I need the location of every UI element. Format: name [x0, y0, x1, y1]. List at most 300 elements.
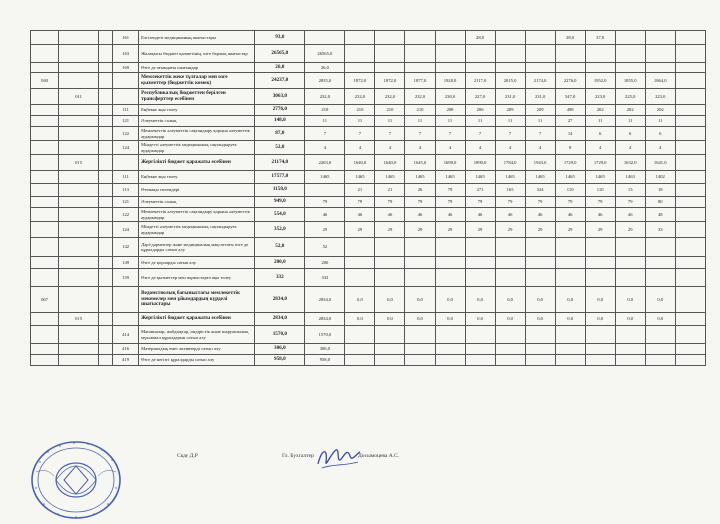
annual-total-cell: 2834,0	[255, 287, 305, 313]
month-value-cell: 1698,0	[435, 155, 465, 171]
item-name-cell: Өзге де ағымдағы шығындар	[139, 63, 255, 73]
month-value-cell: 1729,0	[585, 155, 615, 171]
item-name-cell: Жергілікті бюджет қаражаты есебінен	[139, 155, 255, 171]
month-value-cell: 547,0	[555, 89, 585, 105]
month-value-cell: 1855,0	[615, 73, 645, 89]
spacer-cell	[99, 184, 113, 197]
table-row	[31, 238, 706, 257]
month-value-cell	[675, 355, 705, 366]
month-value-cell	[675, 222, 705, 238]
month-value-cell: 79	[375, 197, 405, 208]
month-value-cell: 1943,0	[525, 155, 555, 171]
annual-total-cell: 93,0	[255, 31, 305, 45]
month-value-cell: 11	[495, 116, 525, 127]
table-row	[31, 257, 706, 269]
month-value-cell	[525, 269, 555, 287]
item-name-cell: Еңбекке ақы төлеу	[139, 171, 255, 184]
month-value-cell: 2174,0	[525, 73, 555, 89]
month-value-cell: 0,0	[375, 313, 405, 326]
annual-total-cell: 148,0	[255, 116, 305, 127]
month-value-cell: 232,0	[305, 89, 345, 105]
month-value-cell: 498	[555, 105, 585, 116]
program-code-cell: 067	[31, 287, 59, 313]
item-name-cell: Әлеуметтік салық	[139, 197, 255, 208]
month-value-cell: 210	[375, 105, 405, 116]
accountant-name: Досымоцева А.С.	[358, 453, 400, 459]
month-value-cell: 4	[405, 141, 435, 155]
month-value-cell: 0,0	[615, 313, 645, 326]
month-value-cell: 79	[585, 197, 615, 208]
month-value-cell	[675, 197, 705, 208]
specifics-code-cell: 163	[113, 45, 139, 63]
month-value-cell: 2835,0	[305, 73, 345, 89]
month-value-cell	[615, 257, 645, 269]
month-value-cell: 1640,0	[375, 155, 405, 171]
month-value-cell: 7	[405, 127, 435, 141]
month-value-cell: 232,0	[405, 89, 435, 105]
month-value-cell: 11	[435, 116, 465, 127]
table-row	[31, 116, 706, 127]
table-row	[31, 287, 706, 313]
month-value-cell	[305, 184, 345, 197]
program-code-cell	[31, 141, 59, 155]
month-value-cell: 0,0	[555, 313, 585, 326]
month-value-cell	[375, 45, 405, 63]
month-value-cell: 1890,0	[465, 155, 495, 171]
month-value-cell: 7	[305, 127, 345, 141]
subprogram-code-cell	[59, 141, 99, 155]
specifics-code-cell: 111	[113, 171, 139, 184]
table-row	[31, 344, 706, 355]
annual-total-cell: 52,0	[255, 238, 305, 257]
table-row	[31, 127, 706, 141]
annual-total-cell: 332	[255, 269, 305, 287]
subprogram-code-cell	[59, 257, 99, 269]
item-name-cell: Әлеуметтік салық	[139, 116, 255, 127]
month-value-cell	[675, 287, 705, 313]
month-value-cell: 2834,0	[305, 313, 345, 326]
item-name-cell: Мемлекеттік әлеуметтік сақтандыру қорына әлеуметтік аударымдар	[139, 208, 255, 222]
month-value-cell	[435, 257, 465, 269]
program-code-cell	[31, 63, 59, 73]
month-value-cell: 4	[345, 141, 375, 155]
annual-total-cell: 21174,0	[255, 155, 305, 171]
spacer-cell	[99, 355, 113, 366]
program-code-cell	[31, 355, 59, 366]
specifics-code-cell	[113, 89, 139, 105]
subprogram-code-cell	[59, 31, 99, 45]
program-code-cell	[31, 105, 59, 116]
month-value-cell: 0,0	[555, 287, 585, 313]
item-name-cell: Міндетті әлеуметтік медициналық сақтандыруға аударымдар	[139, 222, 255, 238]
month-value-cell: 0,0	[645, 313, 675, 326]
month-value-cell: 1465	[435, 171, 465, 184]
month-value-cell	[555, 355, 585, 366]
month-value-cell: 79	[435, 184, 465, 197]
program-code-cell	[31, 31, 59, 45]
subprogram-code-cell	[59, 171, 99, 184]
month-value-cell	[675, 313, 705, 326]
month-value-cell	[345, 257, 375, 269]
month-value-cell: 7	[345, 127, 375, 141]
program-code-cell	[31, 116, 59, 127]
month-value-cell: 1784,0	[495, 155, 525, 171]
accountant-label: Гл. Бухгалтер	[282, 453, 314, 459]
subprogram-code-cell	[59, 45, 99, 63]
month-value-cell: 1465	[345, 171, 375, 184]
month-value-cell: 4	[585, 141, 615, 155]
month-value-cell	[435, 45, 465, 63]
table-row	[31, 63, 706, 73]
spacer-cell	[99, 116, 113, 127]
month-value-cell: 29	[525, 222, 555, 238]
item-name-cell: Жергілікті бюджет қаражаты есебінен	[139, 313, 255, 326]
subprogram-code-cell	[59, 238, 99, 257]
month-value-cell: 46	[465, 208, 495, 222]
table-row	[31, 155, 706, 171]
month-value-cell	[525, 238, 555, 257]
month-value-cell: 46	[555, 208, 585, 222]
month-value-cell	[645, 326, 675, 344]
month-value-cell: 29	[465, 222, 495, 238]
month-value-cell	[435, 63, 465, 73]
month-value-cell: 46	[585, 208, 615, 222]
month-value-cell	[675, 45, 705, 63]
month-value-cell	[645, 344, 675, 355]
month-value-cell: 0,0	[585, 287, 615, 313]
program-code-cell	[31, 238, 59, 257]
item-name-cell: Машиналар, жабдықтар, өндірістік және шаруашылық мүкәммал құралдарын сатып алу	[139, 326, 255, 344]
month-value-cell: 1877,0	[405, 73, 435, 89]
month-value-cell	[495, 355, 525, 366]
program-code-cell	[31, 184, 59, 197]
month-value-cell: 210	[405, 105, 435, 116]
specifics-code-cell: 111	[113, 105, 139, 116]
annual-total-cell: 1570,0	[255, 326, 305, 344]
month-value-cell: 7	[525, 127, 555, 141]
item-name-cell: Міндетті әлеуметтік медициналық сақтандыруға аударымдар	[139, 141, 255, 155]
month-value-cell: 29	[305, 222, 345, 238]
month-value-cell	[675, 269, 705, 287]
month-value-cell	[675, 141, 705, 155]
month-value-cell: 206	[465, 105, 495, 116]
month-value-cell	[645, 257, 675, 269]
month-value-cell: 271	[465, 184, 495, 197]
month-value-cell	[435, 238, 465, 257]
month-value-cell	[435, 344, 465, 355]
month-value-cell: 223,0	[645, 89, 675, 105]
month-value-cell	[675, 257, 705, 269]
month-value-cell	[435, 326, 465, 344]
month-value-cell	[615, 344, 645, 355]
spacer-cell	[99, 287, 113, 313]
program-code-cell	[31, 197, 59, 208]
month-value-cell: 1640,0	[345, 155, 375, 171]
month-value-cell: 0,0	[435, 287, 465, 313]
month-value-cell: 48	[645, 208, 675, 222]
specifics-code-cell	[113, 155, 139, 171]
month-value-cell: 227,0	[465, 89, 495, 105]
annual-total-cell: 200,0	[255, 257, 305, 269]
month-value-cell	[555, 63, 585, 73]
month-value-cell	[585, 45, 615, 63]
item-name-cell: Өзге де қызметтер мен жұмыстарға ақы төлеу	[139, 269, 255, 287]
subprogram-code-cell: 015	[59, 155, 99, 171]
month-value-cell	[525, 31, 555, 45]
annual-total-cell: 3063,0	[255, 89, 305, 105]
spacer-cell	[99, 269, 113, 287]
specifics-code-cell: 124	[113, 141, 139, 155]
spacer-cell	[99, 222, 113, 238]
month-value-cell	[465, 269, 495, 287]
month-value-cell	[675, 208, 705, 222]
annual-total-cell: 87,0	[255, 127, 305, 141]
subprogram-code-cell	[59, 184, 99, 197]
item-name-cell: Республикалық бюджеттен берілген трансферттер есебінен	[139, 89, 255, 105]
month-value-cell	[465, 257, 495, 269]
month-value-cell: 0,0	[525, 287, 555, 313]
month-value-cell	[555, 257, 585, 269]
subprogram-code-cell	[59, 105, 99, 116]
program-code-cell	[31, 313, 59, 326]
month-value-cell: 46	[305, 208, 345, 222]
month-value-cell	[495, 31, 525, 45]
month-value-cell: 11	[305, 116, 345, 127]
spacer-cell	[99, 344, 113, 355]
item-name-cell: Өзге де негізгі құралдарды сатып алу	[139, 355, 255, 366]
program-code-cell	[31, 326, 59, 344]
month-value-cell	[525, 45, 555, 63]
month-value-cell: 37,0	[585, 31, 615, 45]
month-value-cell: 26,0	[305, 63, 345, 73]
month-value-cell: 1952,0	[585, 73, 615, 89]
month-value-cell: 11	[345, 116, 375, 127]
month-value-cell: 209	[525, 105, 555, 116]
specifics-code-cell: 419	[113, 355, 139, 366]
spacer-cell	[99, 127, 113, 141]
month-value-cell: 21	[345, 184, 375, 197]
month-value-cell: 1465	[495, 171, 525, 184]
program-code-cell	[31, 222, 59, 238]
month-value-cell: 79	[435, 197, 465, 208]
table-row	[31, 31, 706, 45]
month-value-cell	[555, 269, 585, 287]
table-row	[31, 141, 706, 155]
annual-total-cell: 554,0	[255, 208, 305, 222]
table-row	[31, 326, 706, 344]
month-value-cell	[525, 355, 555, 366]
specifics-code-cell: 121	[113, 116, 139, 127]
spacer-cell	[99, 63, 113, 73]
month-value-cell	[495, 344, 525, 355]
month-value-cell	[375, 238, 405, 257]
month-value-cell: 306,0	[305, 344, 345, 355]
month-value-cell: 0,0	[345, 287, 375, 313]
month-value-cell: 2276,0	[555, 73, 585, 89]
spacer-cell	[99, 238, 113, 257]
subprogram-code-cell	[59, 326, 99, 344]
month-value-cell	[345, 269, 375, 287]
month-value-cell: 80	[645, 197, 675, 208]
month-value-cell: 110	[585, 184, 615, 197]
month-value-cell: 2015,0	[495, 73, 525, 89]
specifics-code-cell: 169	[113, 63, 139, 73]
item-name-cell: Дәрі-дәрмектер және медициналық мақсаттағы өзге де құралдарды сатып алу	[139, 238, 255, 257]
month-value-cell	[645, 63, 675, 73]
month-value-cell	[675, 105, 705, 116]
specifics-code-cell: 122	[113, 127, 139, 141]
month-value-cell: 202	[585, 105, 615, 116]
month-value-cell	[345, 344, 375, 355]
month-value-cell	[615, 269, 645, 287]
subprogram-code-cell	[59, 355, 99, 366]
month-value-cell: 4	[615, 141, 645, 155]
month-value-cell	[585, 355, 615, 366]
month-value-cell	[495, 45, 525, 63]
item-name-cell: Еңбекке ақы төлеу	[139, 105, 255, 116]
month-value-cell: 332	[305, 269, 345, 287]
month-value-cell	[585, 63, 615, 73]
month-value-cell	[405, 344, 435, 355]
subprogram-code-cell	[59, 63, 99, 73]
table-row	[31, 208, 706, 222]
month-value-cell	[585, 238, 615, 257]
month-value-cell: 1645,0	[405, 155, 435, 171]
month-value-cell: 29	[555, 222, 585, 238]
month-value-cell	[555, 326, 585, 344]
month-value-cell	[465, 238, 495, 257]
month-value-cell: 79	[525, 197, 555, 208]
month-value-cell: 79	[345, 197, 375, 208]
month-value-cell: 46	[435, 208, 465, 222]
month-value-cell	[375, 31, 405, 45]
spacer-cell	[99, 313, 113, 326]
month-value-cell: 0,0	[495, 287, 525, 313]
month-value-cell: 2117,0	[465, 73, 495, 89]
month-value-cell	[675, 63, 705, 73]
month-value-cell: 29	[495, 222, 525, 238]
month-value-cell	[555, 238, 585, 257]
month-value-cell	[375, 326, 405, 344]
month-value-cell	[645, 31, 675, 45]
month-value-cell: 26565,0	[305, 45, 345, 63]
month-value-cell: 7	[465, 127, 495, 141]
specifics-code-cell: 113	[113, 184, 139, 197]
month-value-cell: 6	[645, 127, 675, 141]
month-value-cell: 18	[645, 184, 675, 197]
specifics-code-cell: 142	[113, 238, 139, 257]
month-value-cell: 958,0	[305, 355, 345, 366]
month-value-cell: 1729,0	[555, 155, 585, 171]
item-name-cell: Өтемақы төлемдері	[139, 184, 255, 197]
subprogram-code-cell	[59, 287, 99, 313]
month-value-cell: 4	[305, 141, 345, 155]
month-value-cell: 14	[555, 127, 585, 141]
specifics-code-cell	[113, 313, 139, 326]
annual-total-cell: 352,0	[255, 222, 305, 238]
month-value-cell: 1465	[405, 171, 435, 184]
table-row	[31, 171, 706, 184]
annual-total-cell: 958,0	[255, 355, 305, 366]
program-code-cell	[31, 89, 59, 105]
month-value-cell: 0,0	[495, 313, 525, 326]
spacer-cell	[99, 257, 113, 269]
subprogram-code-cell	[59, 208, 99, 222]
month-value-cell: 231,0	[495, 89, 525, 105]
month-value-cell: 11	[465, 116, 495, 127]
month-value-cell: 1872,0	[345, 73, 375, 89]
month-value-cell: 79	[555, 197, 585, 208]
month-value-cell: 0,0	[525, 313, 555, 326]
spacer-cell	[99, 105, 113, 116]
month-value-cell: 33	[645, 222, 675, 238]
month-value-cell: 79	[615, 197, 645, 208]
item-name-cell: Мемлекеттік әлеуметтік сақтандыру қорына әлеуметтік аударымдар	[139, 127, 255, 141]
month-value-cell	[375, 355, 405, 366]
month-value-cell	[375, 63, 405, 73]
month-value-cell: 4	[465, 141, 495, 155]
subprogram-code-cell: 011	[59, 89, 99, 105]
month-value-cell: 4	[645, 141, 675, 155]
month-value-cell: 29	[375, 222, 405, 238]
month-value-cell	[405, 31, 435, 45]
month-value-cell: 0,0	[465, 313, 495, 326]
month-value-cell: 209	[495, 105, 525, 116]
annual-total-cell: 2776,0	[255, 105, 305, 116]
month-value-cell: 28,0	[465, 31, 495, 45]
month-value-cell: 11	[525, 116, 555, 127]
specifics-code-cell: 159	[113, 269, 139, 287]
month-value-cell: 232,0	[375, 89, 405, 105]
program-code-cell	[31, 344, 59, 355]
program-code-cell	[31, 269, 59, 287]
month-value-cell: 13	[615, 184, 645, 197]
month-value-cell: 210	[305, 105, 345, 116]
month-value-cell	[615, 238, 645, 257]
month-value-cell	[375, 257, 405, 269]
month-value-cell: 6	[615, 127, 645, 141]
specifics-code-cell: 161	[113, 31, 139, 45]
month-value-cell	[345, 355, 375, 366]
month-value-cell	[585, 326, 615, 344]
month-value-cell: 7	[375, 127, 405, 141]
month-value-cell	[345, 31, 375, 45]
spacer-cell	[99, 31, 113, 45]
month-value-cell: 1465	[525, 171, 555, 184]
month-value-cell	[345, 63, 375, 73]
spacer-cell	[99, 45, 113, 63]
table-row	[31, 313, 706, 326]
month-value-cell: 46	[525, 208, 555, 222]
spacer-cell	[99, 208, 113, 222]
spacer-cell	[99, 171, 113, 184]
month-value-cell	[435, 269, 465, 287]
annual-total-cell: 26565,0	[255, 45, 305, 63]
month-value-cell: 2834,0	[305, 287, 345, 313]
subprogram-code-cell	[59, 344, 99, 355]
item-name-cell: Материалдық емес активтерді сатып алу	[139, 344, 255, 355]
month-value-cell: 0,0	[645, 287, 675, 313]
month-value-cell	[675, 184, 705, 197]
month-value-cell: 165	[495, 184, 525, 197]
month-value-cell: 79	[305, 197, 345, 208]
month-value-cell	[495, 238, 525, 257]
month-value-cell	[645, 238, 675, 257]
month-value-cell: 0,0	[465, 287, 495, 313]
month-value-cell: 46	[615, 208, 645, 222]
specifics-code-cell: 416	[113, 344, 139, 355]
month-value-cell: 1465	[585, 171, 615, 184]
